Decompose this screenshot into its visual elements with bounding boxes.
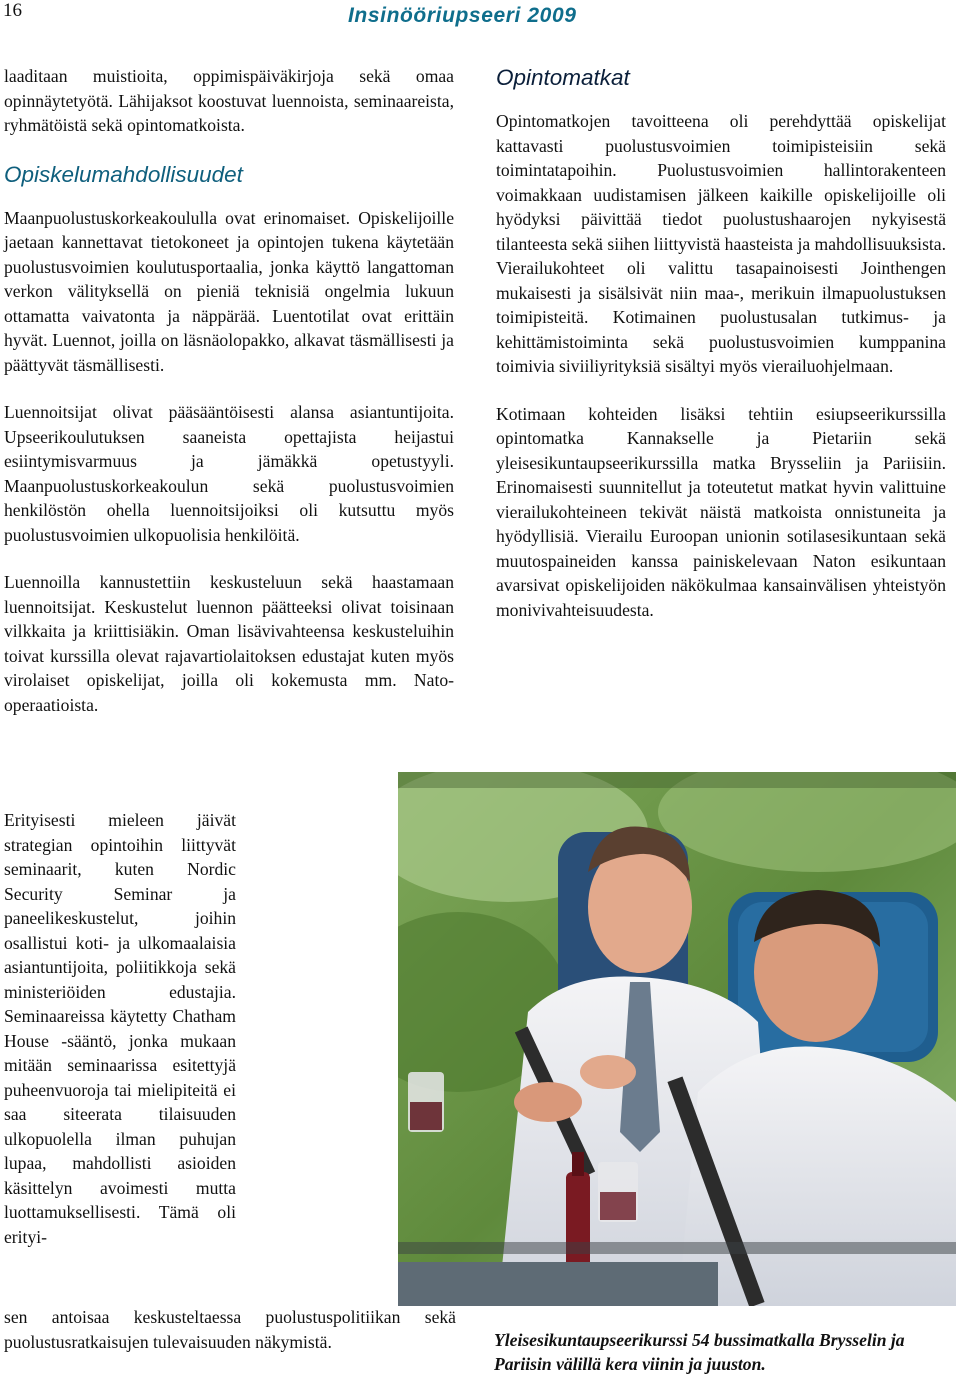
publication-title: Insinööriupseeri 2009 [348, 4, 577, 27]
paragraph-continuation [4, 1305, 456, 1354]
photo-caption: Yleisesikuntaupseerikurssi 54 bussimatkalla Brysselin ja Pariisin välillä kera viinin ja juuston. [494, 1330, 905, 1374]
paragraph: Erityisesti mieleen jäivät strategian opintoihin liittyvät seminaarit, kuten Nordic Security Seminar ja paneelikeskustelut, joihin osallistui koti- ja ulkomaalaisia asiantuntijoita, poliitikkoja sekä ministeriöiden edustajia. Seminaareissa käytetty Chatham House -sääntö, jonka mukaan mitään seminaarissa esitettyjä puheenvuoroja tai mielipiteitä ei saa siteerata tilaisuuden ulkopuolella ilman puhujan lupaa, mahdollisti asioiden käsittelyn avoimesti mutta luottamuksellisesti. Tämä oli erityi- [4, 810, 236, 1247]
paragraph: Luennoilla kannustettiin keskusteluun sekä haastamaan luennoitsijat. Keskustelut luennon päätteeksi olivat toisinaan vilkkaita ja kriittisiäkin. Oman lisävivahteensa keskusteluihin toivat kurssilla olevat rajavartiolaitoksen edustajat kuten myös virolaiset opiskelijat, joilla oli kokemusta mm. Nato-operaatioista. [4, 572, 454, 715]
right-column [496, 64, 946, 645]
narrow-text-column [4, 808, 236, 1249]
left-column [4, 64, 454, 740]
paragraph: sen antoisaa keskusteltaessa puolustuspolitiikan sekä puolustusratkaisujen tulevaisuuden näkymistä. [4, 1307, 456, 1352]
paragraph: Opintomatkojen tavoitteena oli perehdyttää opiskelijat kattavasti puolustusvoimien toimipisteisiin sekä toimintatapoihin. Puolustusvoimien hallintorakenteen voimakkaan uudistamisen jälkeen kaikille opiskelijoille oli hyödyksi päivittää tiedot puolustushaarojen nykyisestä tilanteesta sekä siihen liittyvistä haasteista ja mahdollisuuksista. Vierailukohteet oli valittu tasapainoisesti Jointhengen mukaisesti ja sisälsivät niin maa-, merikuin ilmapuolustuksen toimipisteitä. Kotimainen puolustusalan tutkimus- ja kehittämistoiminta sekä puolustusvoimien kumppanina toimivia siviiliyrityksiä sisältyi myös vierailuohjelmaan. [496, 111, 947, 376]
page-number: 16 [3, 0, 22, 21]
bus-trip-photo [398, 772, 956, 1306]
section-heading-opiskelumahdollisuudet: Opiskelumahdollisuudet [4, 161, 243, 187]
paragraph: laaditaan muistioita, oppimispäiväkirjoja sekä omaa opinnäytetyötä. Lähijaksot koostuvat luennoista, seminaareista, ryhmätöistä sekä opintomatkoista. [4, 66, 454, 135]
paragraph: Luennoitsijat olivat pääsääntöisesti alansa asiantuntijoita. Upseerikoulutuksen saaneista opettajista heijastui esiintymisvarmuus ja jämäkkä opetustyyli. Maanpuolustuskorkeakoulun sekä puolustusvoimien henkilöstön ohella luennoitsijoiksi oli kutsuttu myös puolustusvoimien ulkopuolisia henkilöitä. [4, 402, 454, 545]
paragraph: Maanpuolustuskorkeakoululla ovat erinomaiset. Opiskelijoille jaetaan kannettavat tietokoneet ja opintojen tukena käytetään puolustusvoimien koulutusportaalia, jonka käyttö langattoman verkon välityksellä on pieniä teknisiä ongelmia lukuun ottamatta vaivatonta ja näppärää. Luentotilat ovat erittäin hyvät. Luennot, joilla on läsnäolopakko, alkavat täsmällisesti ja päättyvät täsmällisesti. [4, 207, 454, 375]
section-heading-opintomatkat: Opintomatkat [496, 65, 630, 90]
paragraph: Kotimaan kohteiden lisäksi tehtiin esiupseerikurssilla opintomatka Kannakselle ja Pietariin sekä yleisesikuntaupseerikurssilla matka Brysseliin ja Pariisiin. Erinomaisesti suunnitellut ja toteutetut matkat hyvin valittuine vierailukohteineen tekivät näistä matkoista onnistuneita ja hyödyllisiä. Vierailu Euroopan unionin sotilasesikuntaan sekä muutospaineiden kanssa painiskelevaan Naton esikuntaan avarsivat opiskelijoiden näkökulmaa kansainvälisen yhteistyön monivivahteisuudesta. [496, 403, 946, 620]
